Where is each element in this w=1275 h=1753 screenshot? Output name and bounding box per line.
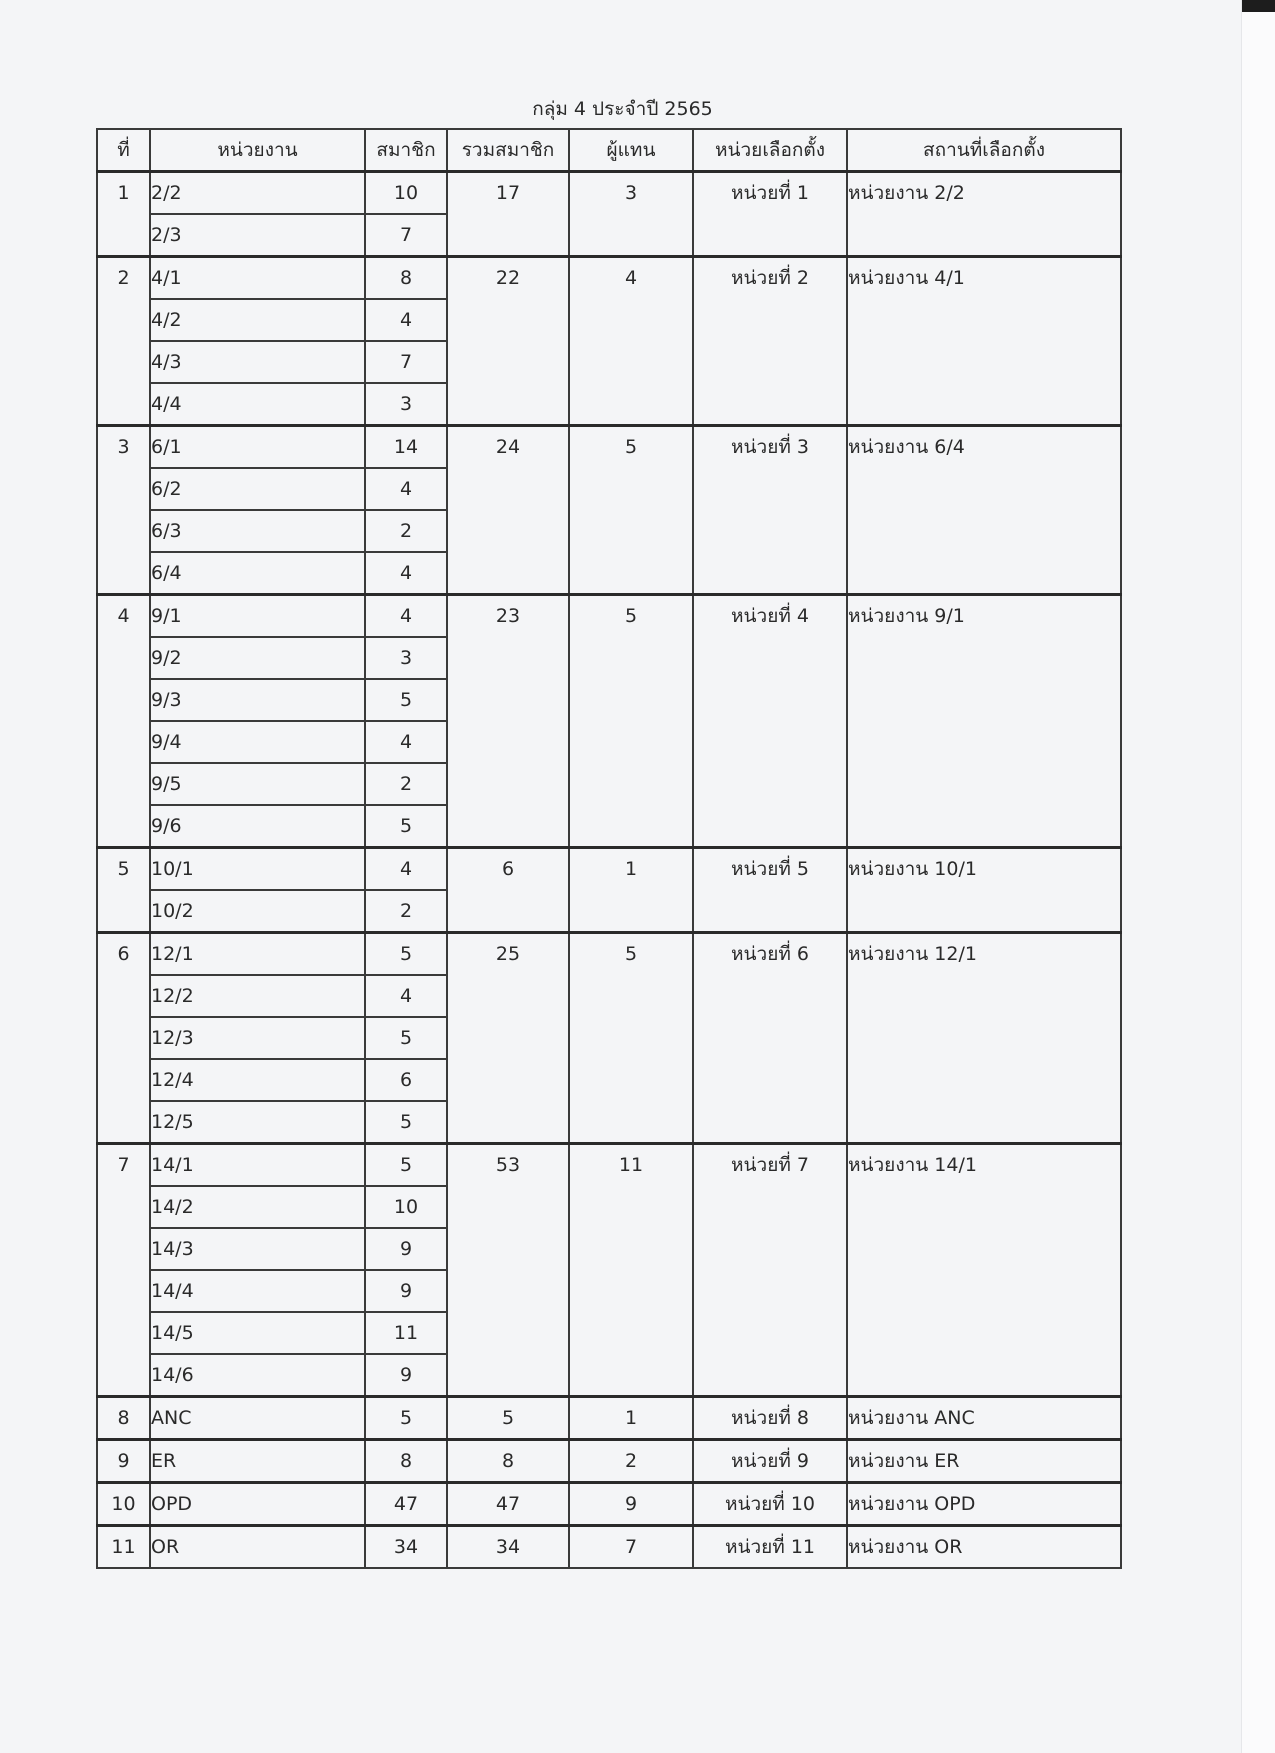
unit-members: 8: [365, 1440, 447, 1483]
unit-name: 14/3: [150, 1228, 365, 1270]
unit-members: 4: [365, 975, 447, 1017]
group-place: หน่วยงาน 2/2: [847, 172, 1121, 257]
unit-members: 3: [365, 637, 447, 679]
group-rep: 9: [569, 1483, 693, 1526]
unit-name: 4/1: [150, 257, 365, 300]
group-number: 9: [97, 1440, 150, 1483]
group-total: 53: [447, 1144, 569, 1397]
group-number: 7: [97, 1144, 150, 1397]
unit-name: OR: [150, 1526, 365, 1569]
unit-members: 3: [365, 383, 447, 426]
group-number: 10: [97, 1483, 150, 1526]
unit-members: 4: [365, 721, 447, 763]
unit-name: 9/3: [150, 679, 365, 721]
group-total: 6: [447, 848, 569, 933]
group-rep: 2: [569, 1440, 693, 1483]
header-unit: หน่วยงาน: [150, 129, 365, 172]
group-number: 1: [97, 172, 150, 257]
group-place: หน่วยงาน 4/1: [847, 257, 1121, 426]
unit-name: 4/4: [150, 383, 365, 426]
unit-members: 14: [365, 426, 447, 469]
header-no: ที่: [97, 129, 150, 172]
scan-corner: [1242, 0, 1275, 12]
unit-name: 2/3: [150, 214, 365, 257]
group-booth: หน่วยที่ 1: [693, 172, 847, 257]
table-row: [97, 848, 1121, 891]
unit-name: 14/6: [150, 1354, 365, 1397]
unit-name: 14/4: [150, 1270, 365, 1312]
unit-members: 7: [365, 341, 447, 383]
unit-name: 6/2: [150, 468, 365, 510]
group-rep: 7: [569, 1526, 693, 1569]
unit-name: 12/2: [150, 975, 365, 1017]
group-total: 25: [447, 933, 569, 1144]
group-place: หน่วยงาน 10/1: [847, 848, 1121, 933]
unit-name: OPD: [150, 1483, 365, 1526]
group-total: 17: [447, 172, 569, 257]
header-booth: หน่วยเลือกตั้ง: [693, 129, 847, 172]
group-place: หน่วยงาน 6/4: [847, 426, 1121, 595]
group-rep: 4: [569, 257, 693, 426]
unit-members: 4: [365, 299, 447, 341]
group-total: 34: [447, 1526, 569, 1569]
group-booth: หน่วยที่ 9: [693, 1440, 847, 1483]
page-edge: [1241, 0, 1275, 1753]
table-row: [97, 933, 1121, 976]
unit-members: 34: [365, 1526, 447, 1569]
group-total: 5: [447, 1397, 569, 1440]
unit-members: 4: [365, 595, 447, 638]
unit-members: 9: [365, 1270, 447, 1312]
unit-name: 6/3: [150, 510, 365, 552]
group-booth: หน่วยที่ 7: [693, 1144, 847, 1397]
group-total: 47: [447, 1483, 569, 1526]
unit-name: 9/4: [150, 721, 365, 763]
table-row: [97, 1144, 1121, 1187]
unit-members: 5: [365, 933, 447, 976]
group-booth: หน่วยที่ 11: [693, 1526, 847, 1569]
unit-name: ER: [150, 1440, 365, 1483]
group-number: 8: [97, 1397, 150, 1440]
group-booth: หน่วยที่ 10: [693, 1483, 847, 1526]
group-booth: หน่วยที่ 4: [693, 595, 847, 848]
group-booth: หน่วยที่ 5: [693, 848, 847, 933]
header-total: รวมสมาชิก: [447, 129, 569, 172]
group-total: 24: [447, 426, 569, 595]
unit-members: 2: [365, 510, 447, 552]
group-rep: 1: [569, 848, 693, 933]
unit-name: 9/5: [150, 763, 365, 805]
table-body: [97, 172, 1121, 1569]
table-row: [97, 595, 1121, 638]
unit-members: 9: [365, 1354, 447, 1397]
group-rep: 1: [569, 1397, 693, 1440]
group-number: 11: [97, 1526, 150, 1569]
unit-name: 6/4: [150, 552, 365, 595]
group-place: หน่วยงาน 9/1: [847, 595, 1121, 848]
group-place: หน่วยงาน OPD: [847, 1483, 1121, 1526]
group-booth: หน่วยที่ 8: [693, 1397, 847, 1440]
unit-name: 14/2: [150, 1186, 365, 1228]
group-place: หน่วยงาน OR: [847, 1526, 1121, 1569]
table-row: [97, 172, 1121, 215]
unit-name: 12/1: [150, 933, 365, 976]
table-row: [97, 1397, 1121, 1440]
unit-name: 10/1: [150, 848, 365, 891]
unit-members: 5: [365, 1397, 447, 1440]
unit-members: 5: [365, 1144, 447, 1187]
group-rep: 5: [569, 595, 693, 848]
unit-members: 5: [365, 1101, 447, 1144]
unit-members: 10: [365, 1186, 447, 1228]
unit-name: 12/5: [150, 1101, 365, 1144]
unit-name: 2/2: [150, 172, 365, 215]
table-row: [97, 1483, 1121, 1526]
unit-members: 10: [365, 172, 447, 215]
group-rep: 5: [569, 426, 693, 595]
unit-name: ANC: [150, 1397, 365, 1440]
group-rep: 5: [569, 933, 693, 1144]
group-total: 22: [447, 257, 569, 426]
unit-members: 4: [365, 848, 447, 891]
unit-members: 11: [365, 1312, 447, 1354]
unit-members: 2: [365, 890, 447, 933]
unit-name: 14/1: [150, 1144, 365, 1187]
unit-name: 9/2: [150, 637, 365, 679]
group-place: หน่วยงาน 14/1: [847, 1144, 1121, 1397]
unit-members: 4: [365, 468, 447, 510]
header-place: สถานที่เลือกตั้ง: [847, 129, 1121, 172]
unit-members: 4: [365, 552, 447, 595]
unit-name: 4/2: [150, 299, 365, 341]
group-place: หน่วยงาน ANC: [847, 1397, 1121, 1440]
group-total: 23: [447, 595, 569, 848]
table-row: [97, 257, 1121, 300]
table-row: [97, 1440, 1121, 1483]
group-number: 5: [97, 848, 150, 933]
table-header-row: [97, 129, 1121, 172]
unit-name: 12/4: [150, 1059, 365, 1101]
unit-name: 6/1: [150, 426, 365, 469]
group-rep: 3: [569, 172, 693, 257]
header-members: สมาชิก: [365, 129, 447, 172]
group-number: 3: [97, 426, 150, 595]
group-booth: หน่วยที่ 6: [693, 933, 847, 1144]
group-rep: 11: [569, 1144, 693, 1397]
unit-members: 9: [365, 1228, 447, 1270]
group-place: หน่วยงาน 12/1: [847, 933, 1121, 1144]
unit-name: 10/2: [150, 890, 365, 933]
unit-name: 4/3: [150, 341, 365, 383]
unit-members: 6: [365, 1059, 447, 1101]
unit-members: 47: [365, 1483, 447, 1526]
header-rep: ผู้แทน: [569, 129, 693, 172]
unit-name: 12/3: [150, 1017, 365, 1059]
table-row: [97, 426, 1121, 469]
group-booth: หน่วยที่ 3: [693, 426, 847, 595]
unit-members: 7: [365, 214, 447, 257]
group-place: หน่วยงาน ER: [847, 1440, 1121, 1483]
unit-name: 14/5: [150, 1312, 365, 1354]
unit-name: 9/6: [150, 805, 365, 848]
group-number: 6: [97, 933, 150, 1144]
unit-members: 5: [365, 679, 447, 721]
unit-members: 2: [365, 763, 447, 805]
unit-members: 5: [365, 805, 447, 848]
document-title: กลุ่ม 4 ประจำปี 2565: [532, 98, 713, 120]
group-number: 2: [97, 257, 150, 426]
table-row: [97, 1526, 1121, 1569]
group-total: 8: [447, 1440, 569, 1483]
group-number: 4: [97, 595, 150, 848]
unit-members: 8: [365, 257, 447, 300]
election-table: [96, 128, 1122, 1569]
unit-members: 5: [365, 1017, 447, 1059]
group-booth: หน่วยที่ 2: [693, 257, 847, 426]
unit-name: 9/1: [150, 595, 365, 638]
